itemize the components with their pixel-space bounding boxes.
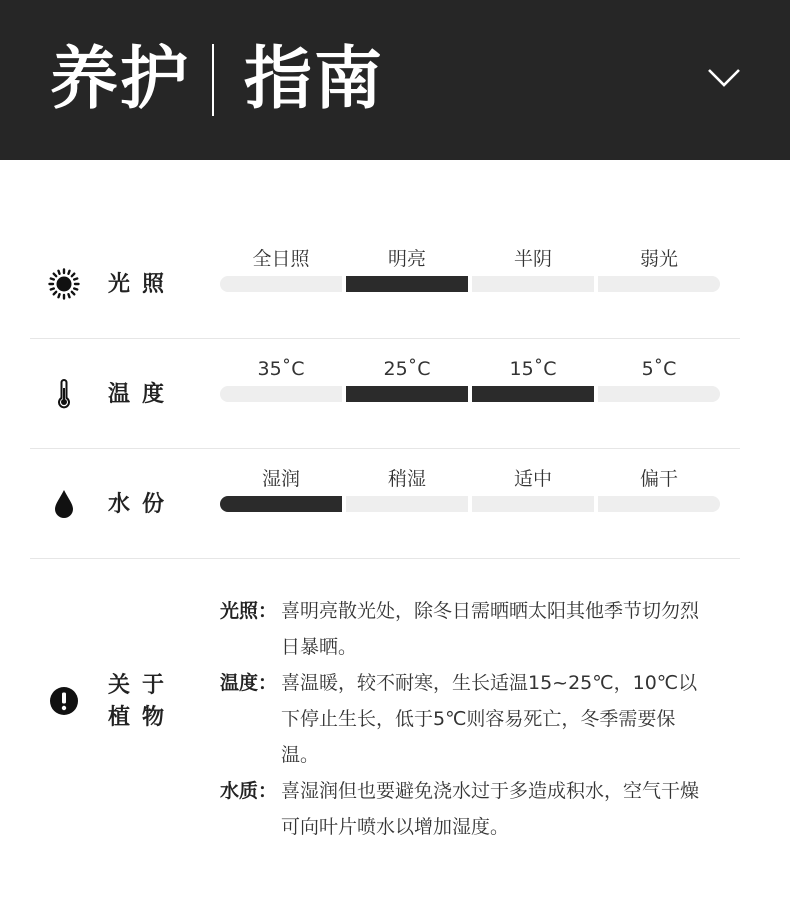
scale-label-light: 光照 xyxy=(108,272,177,297)
scale-option-label: 弱光 xyxy=(639,248,678,270)
scale-segment xyxy=(472,386,594,402)
scale-segment xyxy=(220,276,342,292)
care-note-key: 水质： xyxy=(220,780,278,802)
guide-header xyxy=(0,0,790,160)
scale-row-temperature xyxy=(30,340,740,448)
scale-segment xyxy=(346,276,468,292)
header-title-care: 养护 xyxy=(50,40,191,119)
scale-option-label: 半阴 xyxy=(513,248,552,270)
scale-option-label: 适中 xyxy=(513,468,552,490)
scale-option-label: 5˚C xyxy=(641,358,677,380)
thermometer-icon xyxy=(48,378,80,410)
care-note-key: 光照： xyxy=(220,600,278,622)
scale-option-label: 湿润 xyxy=(261,468,300,490)
scale-row-light xyxy=(30,230,740,338)
scale-segment xyxy=(346,386,468,402)
scale-option-label: 35˚C xyxy=(257,358,305,380)
scale-row-water xyxy=(30,450,740,558)
care-note-text: 喜湿润但也要避免浇水过于多造成积水，空气干燥可向叶片喷水以增加湿度。 xyxy=(281,780,700,838)
row-divider xyxy=(30,448,740,449)
row-divider xyxy=(30,558,740,559)
scale-option-label: 15˚C xyxy=(509,358,557,380)
row-divider xyxy=(30,338,740,339)
scale-segment xyxy=(598,496,720,512)
scale-option-label: 稍湿 xyxy=(387,468,426,490)
header-divider xyxy=(212,44,214,116)
care-note-text: 喜明亮散光处，除冬日需晒晒太阳其他季节切勿烈日暴晒。 xyxy=(281,600,700,658)
scale-label-water: 水份 xyxy=(108,492,177,517)
scale-option-label: 明亮 xyxy=(387,248,426,270)
chevron-down-icon[interactable] xyxy=(706,66,742,90)
info-exclamation-icon xyxy=(49,686,79,716)
care-note-text: 喜温暖，较不耐寒，生长适温15~25℃，10℃以下停止生长，低于5℃则容易死亡，冬季需要保温。 xyxy=(281,672,698,766)
scale-segment xyxy=(472,276,594,292)
scale-segment xyxy=(220,496,342,512)
scale-option-label: 偏干 xyxy=(639,468,678,490)
scale-segment xyxy=(346,496,468,512)
scale-option-label: 25˚C xyxy=(383,358,431,380)
about-label-line2: 植物 xyxy=(108,705,177,730)
scale-option-label: 全日照 xyxy=(252,248,310,270)
scale-segment xyxy=(220,386,342,402)
scale-label-temperature: 温度 xyxy=(108,382,177,407)
sun-icon xyxy=(48,268,80,300)
water-drop-icon xyxy=(48,488,80,520)
scale-segment xyxy=(472,496,594,512)
scale-segment xyxy=(598,276,720,292)
care-note-key: 温度： xyxy=(220,672,278,694)
about-label-line1: 关于 xyxy=(108,673,177,698)
header-title-guide: 指南 xyxy=(244,40,385,119)
scale-segment xyxy=(598,386,720,402)
